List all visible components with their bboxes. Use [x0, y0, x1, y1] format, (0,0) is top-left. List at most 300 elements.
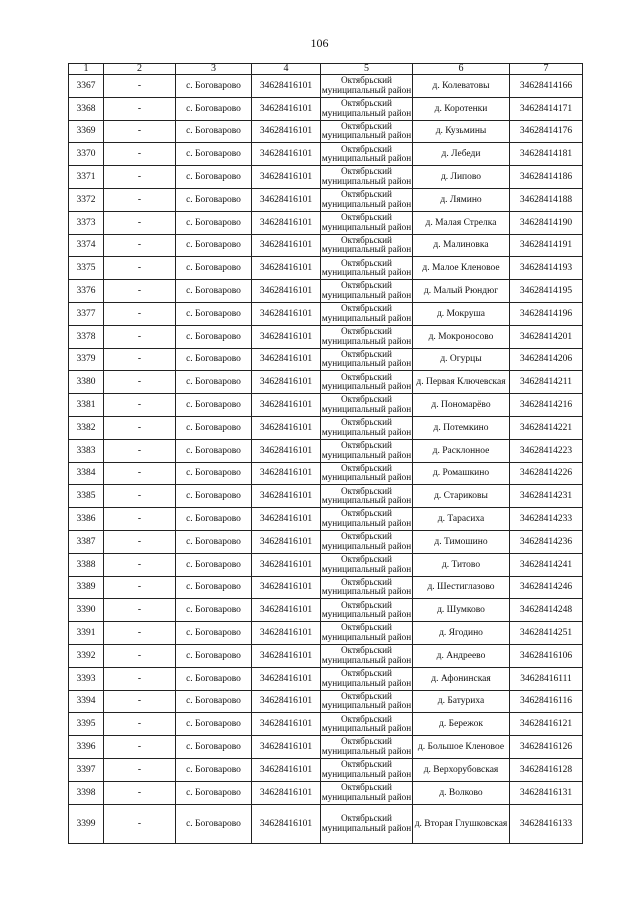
district-type-line: муниципальный район — [321, 791, 412, 802]
district-cell — [321, 302, 413, 325]
municipal-center-cell: с. Боговарово — [176, 622, 252, 645]
district-cell — [321, 188, 413, 211]
table-row — [69, 622, 583, 645]
blank-dash-cell: - — [104, 439, 176, 462]
settlement-name-cell: д. Кузьмины — [413, 120, 510, 143]
row-number-cell: 3370 — [69, 143, 104, 166]
settlement-name-cell: д. Афонинская — [413, 667, 510, 690]
municipal-center-cell: с. Боговарово — [176, 439, 252, 462]
blank-dash-cell: - — [104, 143, 176, 166]
district-type-line: муниципальный район — [321, 381, 412, 392]
settlement-name-cell: д. Батуриха — [413, 690, 510, 713]
blank-dash-cell: - — [104, 120, 176, 143]
table-row — [69, 211, 583, 234]
oktmo-code-cell: 34628416101 — [252, 97, 321, 120]
settlement-code-cell: 34628416121 — [510, 713, 583, 736]
municipal-center-cell: с. Боговарово — [176, 348, 252, 371]
table-row — [69, 530, 583, 553]
settlement-code-cell: 34628414176 — [510, 120, 583, 143]
district-cell — [321, 644, 413, 667]
municipal-center-cell: с. Боговарово — [176, 644, 252, 667]
district-cell — [321, 325, 413, 348]
district-type-line: муниципальный район — [321, 221, 412, 232]
district-name-line: Октябрьский — [341, 622, 392, 633]
municipal-center-cell: с. Боговарово — [176, 804, 252, 843]
district-type-line: муниципальный район — [321, 198, 412, 209]
district-name-line: Октябрьский — [341, 599, 392, 610]
row-number-cell: 3368 — [69, 97, 104, 120]
row-number-cell: 3392 — [69, 644, 104, 667]
district-type-line: муниципальный район — [321, 540, 412, 551]
municipal-center-cell: с. Боговарово — [176, 97, 252, 120]
row-number-cell: 3387 — [69, 530, 104, 553]
settlement-registry-table — [68, 63, 583, 844]
row-number-cell: 3390 — [69, 599, 104, 622]
district-cell — [321, 211, 413, 234]
table-row — [69, 302, 583, 325]
settlement-name-cell: д. Малиновка — [413, 234, 510, 257]
blank-dash-cell: - — [104, 97, 176, 120]
district-name-line: Октябрьский — [341, 554, 392, 565]
municipal-center-cell: с. Боговарово — [176, 257, 252, 280]
table-row — [69, 758, 583, 781]
row-number-cell: 3385 — [69, 485, 104, 508]
municipal-center-cell: с. Боговарово — [176, 166, 252, 189]
blank-dash-cell: - — [104, 485, 176, 508]
district-name-line: Октябрьский — [341, 417, 392, 428]
district-type-line: муниципальный район — [321, 358, 412, 369]
district-cell — [321, 97, 413, 120]
oktmo-code-cell: 34628416101 — [252, 348, 321, 371]
district-name-line: Октябрьский — [341, 812, 392, 823]
settlement-code-cell: 34628414221 — [510, 416, 583, 439]
settlement-name-cell: д. Малый Рюндюг — [413, 280, 510, 303]
table-row — [69, 553, 583, 576]
district-name-line: Октябрьский — [341, 166, 392, 177]
blank-dash-cell: - — [104, 804, 176, 843]
municipal-center-cell: с. Боговарово — [176, 234, 252, 257]
row-number-cell: 3384 — [69, 462, 104, 485]
district-name-line: Октябрьский — [341, 234, 392, 245]
district-name-line: Октябрьский — [341, 576, 392, 587]
row-number-cell: 3389 — [69, 576, 104, 599]
oktmo-code-cell: 34628416101 — [252, 713, 321, 736]
settlement-code-cell: 34628416116 — [510, 690, 583, 713]
settlement-name-cell: д. Тарасиха — [413, 508, 510, 531]
blank-dash-cell: - — [104, 188, 176, 211]
municipal-center-cell: с. Боговарово — [176, 394, 252, 417]
settlement-name-cell: д. Расклонное — [413, 439, 510, 462]
oktmo-code-cell: 34628416101 — [252, 188, 321, 211]
oktmo-code-cell: 34628416101 — [252, 622, 321, 645]
district-type-line: муниципальный район — [321, 700, 412, 711]
column-header: 3 — [176, 64, 252, 75]
district-name-line: Октябрьский — [341, 736, 392, 747]
district-name-line: Октябрьский — [341, 371, 392, 382]
settlement-name-cell: д. Бережок — [413, 713, 510, 736]
table-row — [69, 736, 583, 759]
page-number: 106 — [310, 36, 329, 50]
district-type-line: муниципальный район — [321, 130, 412, 141]
oktmo-code-cell: 34628416101 — [252, 166, 321, 189]
oktmo-code-cell: 34628416101 — [252, 416, 321, 439]
district-type-line: муниципальный район — [321, 586, 412, 597]
row-number-cell: 3376 — [69, 280, 104, 303]
municipal-center-cell: с. Боговарово — [176, 416, 252, 439]
blank-dash-cell: - — [104, 75, 176, 98]
settlement-code-cell: 34628414181 — [510, 143, 583, 166]
district-type-line: муниципальный район — [321, 723, 412, 734]
settlement-name-cell: д. Липово — [413, 166, 510, 189]
district-type-line: муниципальный район — [321, 632, 412, 643]
settlement-code-cell: 34628416128 — [510, 758, 583, 781]
district-cell — [321, 553, 413, 576]
district-type-line: муниципальный район — [321, 244, 412, 255]
municipal-center-cell: с. Боговарово — [176, 75, 252, 98]
oktmo-code-cell: 34628416101 — [252, 462, 321, 485]
municipal-center-cell: с. Боговарово — [176, 713, 252, 736]
column-header-row — [69, 64, 583, 75]
settlement-code-cell: 34628416133 — [510, 804, 583, 843]
oktmo-code-cell: 34628416101 — [252, 75, 321, 98]
table-row — [69, 576, 583, 599]
table-row — [69, 325, 583, 348]
district-cell — [321, 508, 413, 531]
blank-dash-cell: - — [104, 166, 176, 189]
district-type-line: муниципальный район — [321, 312, 412, 323]
district-type-line: муниципальный район — [321, 518, 412, 529]
oktmo-code-cell: 34628416101 — [252, 530, 321, 553]
district-cell — [321, 371, 413, 394]
blank-dash-cell: - — [104, 644, 176, 667]
district-name-line: Октябрьский — [341, 645, 392, 656]
settlement-code-cell: 34628414211 — [510, 371, 583, 394]
district-cell — [321, 348, 413, 371]
municipal-center-cell: с. Боговарово — [176, 325, 252, 348]
municipal-center-cell: с. Боговарово — [176, 302, 252, 325]
column-header: 1 — [69, 64, 104, 75]
municipal-center-cell: с. Боговарово — [176, 211, 252, 234]
row-number-cell: 3378 — [69, 325, 104, 348]
settlement-code-cell: 34628414216 — [510, 394, 583, 417]
table-row — [69, 188, 583, 211]
table-row — [69, 667, 583, 690]
district-cell — [321, 804, 413, 843]
settlement-code-cell: 34628414223 — [510, 439, 583, 462]
settlement-name-cell: д. Шестиглазово — [413, 576, 510, 599]
district-type-line: муниципальный район — [321, 290, 412, 301]
oktmo-code-cell: 34628416101 — [252, 736, 321, 759]
settlement-code-cell: 34628414188 — [510, 188, 583, 211]
row-number-cell: 3383 — [69, 439, 104, 462]
table-row — [69, 371, 583, 394]
oktmo-code-cell: 34628416101 — [252, 781, 321, 804]
table-row — [69, 394, 583, 417]
district-cell — [321, 485, 413, 508]
row-number-cell: 3367 — [69, 75, 104, 98]
table-row — [69, 234, 583, 257]
district-name-line: Октябрьский — [341, 668, 392, 679]
blank-dash-cell: - — [104, 348, 176, 371]
municipal-center-cell: с. Боговарово — [176, 781, 252, 804]
district-cell — [321, 690, 413, 713]
table-row — [69, 280, 583, 303]
district-cell — [321, 257, 413, 280]
municipal-center-cell: с. Боговарово — [176, 667, 252, 690]
blank-dash-cell: - — [104, 508, 176, 531]
settlement-name-cell: д. Малая Стрелка — [413, 211, 510, 234]
settlement-code-cell: 34628414171 — [510, 97, 583, 120]
table-row — [69, 599, 583, 622]
district-type-line: муниципальный район — [321, 822, 412, 833]
district-type-line: муниципальный район — [321, 654, 412, 665]
district-name-line: Октябрьский — [341, 280, 392, 291]
row-number-cell: 3369 — [69, 120, 104, 143]
row-number-cell: 3397 — [69, 758, 104, 781]
settlement-name-cell: д. Шумково — [413, 599, 510, 622]
settlement-code-cell: 34628414166 — [510, 75, 583, 98]
district-name-line: Октябрьский — [341, 98, 392, 109]
blank-dash-cell: - — [104, 736, 176, 759]
municipal-center-cell: с. Боговарово — [176, 508, 252, 531]
oktmo-code-cell: 34628416101 — [252, 257, 321, 280]
oktmo-code-cell: 34628416101 — [252, 120, 321, 143]
district-name-line: Октябрьский — [341, 690, 392, 701]
blank-dash-cell: - — [104, 622, 176, 645]
district-cell — [321, 576, 413, 599]
oktmo-code-cell: 34628416101 — [252, 439, 321, 462]
table-row — [69, 75, 583, 98]
district-cell — [321, 120, 413, 143]
row-number-cell: 3395 — [69, 713, 104, 736]
table-row — [69, 143, 583, 166]
district-cell — [321, 622, 413, 645]
oktmo-code-cell: 34628416101 — [252, 599, 321, 622]
row-number-cell: 3375 — [69, 257, 104, 280]
district-cell — [321, 416, 413, 439]
municipal-center-cell: с. Боговарово — [176, 758, 252, 781]
table-row — [69, 508, 583, 531]
district-cell — [321, 143, 413, 166]
district-type-line: муниципальный район — [321, 404, 412, 415]
municipal-center-cell: с. Боговарово — [176, 736, 252, 759]
row-number-cell: 3374 — [69, 234, 104, 257]
blank-dash-cell: - — [104, 576, 176, 599]
settlement-code-cell: 34628414195 — [510, 280, 583, 303]
district-cell — [321, 462, 413, 485]
row-number-cell: 3373 — [69, 211, 104, 234]
blank-dash-cell: - — [104, 530, 176, 553]
settlement-name-cell: д. Титово — [413, 553, 510, 576]
municipal-center-cell: с. Боговарово — [176, 530, 252, 553]
oktmo-code-cell: 34628416101 — [252, 302, 321, 325]
oktmo-code-cell: 34628416101 — [252, 234, 321, 257]
blank-dash-cell: - — [104, 234, 176, 257]
district-type-line: муниципальный район — [321, 426, 412, 437]
oktmo-code-cell: 34628416101 — [252, 758, 321, 781]
settlement-name-cell: д. Мокроносово — [413, 325, 510, 348]
row-number-cell: 3372 — [69, 188, 104, 211]
district-name-line: Октябрьский — [341, 485, 392, 496]
oktmo-code-cell: 34628416101 — [252, 485, 321, 508]
municipal-center-cell: с. Боговарово — [176, 576, 252, 599]
table-row — [69, 439, 583, 462]
municipal-center-cell: с. Боговарово — [176, 188, 252, 211]
row-number-cell: 3371 — [69, 166, 104, 189]
table-row — [69, 644, 583, 667]
district-type-line: муниципальный район — [321, 267, 412, 278]
table-row — [69, 416, 583, 439]
oktmo-code-cell: 34628416101 — [252, 553, 321, 576]
row-number-cell: 3386 — [69, 508, 104, 531]
district-type-line: муниципальный район — [321, 677, 412, 688]
district-cell — [321, 234, 413, 257]
table-row — [69, 257, 583, 280]
table-row — [69, 462, 583, 485]
settlement-name-cell: д. Большое Кленовое — [413, 736, 510, 759]
settlement-name-cell: д. Верхорубовская — [413, 758, 510, 781]
settlement-code-cell: 34628414248 — [510, 599, 583, 622]
district-type-line: муниципальный район — [321, 746, 412, 756]
table-row — [69, 690, 583, 713]
district-cell — [321, 166, 413, 189]
row-number-cell: 3379 — [69, 348, 104, 371]
district-name-line: Октябрьский — [341, 531, 392, 542]
settlement-code-cell: 34628414231 — [510, 485, 583, 508]
district-cell — [321, 667, 413, 690]
district-name-line: Октябрьский — [341, 326, 392, 337]
settlement-code-cell: 34628416126 — [510, 736, 583, 759]
settlement-code-cell: 34628414233 — [510, 508, 583, 531]
table-row — [69, 348, 583, 371]
municipal-center-cell: с. Боговарово — [176, 143, 252, 166]
district-type-line: муниципальный район — [321, 176, 412, 187]
blank-dash-cell: - — [104, 462, 176, 485]
table-body — [69, 75, 583, 844]
column-header: 2 — [104, 64, 176, 75]
table-row — [69, 781, 583, 804]
oktmo-code-cell: 34628416101 — [252, 325, 321, 348]
settlement-name-cell: д. Колеватовы — [413, 75, 510, 98]
settlement-code-cell: 34628414186 — [510, 166, 583, 189]
municipal-center-cell: с. Боговарово — [176, 690, 252, 713]
oktmo-code-cell: 34628416101 — [252, 371, 321, 394]
settlement-code-cell: 34628414190 — [510, 211, 583, 234]
settlement-name-cell: д. Потемкино — [413, 416, 510, 439]
oktmo-code-cell: 34628416101 — [252, 394, 321, 417]
blank-dash-cell: - — [104, 280, 176, 303]
blank-dash-cell: - — [104, 781, 176, 804]
settlement-name-cell: д. Волково — [413, 781, 510, 804]
oktmo-code-cell: 34628416101 — [252, 644, 321, 667]
district-name-line: Октябрьский — [341, 120, 392, 131]
district-type-line: муниципальный район — [321, 609, 412, 620]
column-header: 6 — [413, 64, 510, 75]
settlement-code-cell: 34628414191 — [510, 234, 583, 257]
district-name-line: Октябрьский — [341, 394, 392, 405]
district-name-line: Октябрьский — [341, 440, 392, 451]
row-number-cell: 3381 — [69, 394, 104, 417]
oktmo-code-cell: 34628416101 — [252, 667, 321, 690]
settlement-name-cell: д. Стариковы — [413, 485, 510, 508]
municipal-center-cell: с. Боговарово — [176, 280, 252, 303]
district-name-line: Октябрьский — [341, 257, 392, 268]
settlement-name-cell: д. Огурцы — [413, 348, 510, 371]
settlement-name-cell: д. Тимошино — [413, 530, 510, 553]
district-type-line: муниципальный район — [321, 472, 412, 483]
district-name-line: Октябрьский — [341, 462, 392, 473]
district-cell — [321, 280, 413, 303]
blank-dash-cell: - — [104, 690, 176, 713]
blank-dash-cell: - — [104, 257, 176, 280]
district-cell — [321, 758, 413, 781]
municipal-center-cell: с. Боговарово — [176, 553, 252, 576]
row-number-cell: 3380 — [69, 371, 104, 394]
district-cell — [321, 736, 413, 759]
district-name-line: Октябрьский — [341, 75, 392, 86]
oktmo-code-cell: 34628416101 — [252, 143, 321, 166]
municipal-center-cell: с. Боговарово — [176, 371, 252, 394]
settlement-code-cell: 34628414193 — [510, 257, 583, 280]
row-number-cell: 3391 — [69, 622, 104, 645]
blank-dash-cell: - — [104, 211, 176, 234]
blank-dash-cell: - — [104, 325, 176, 348]
row-number-cell: 3399 — [69, 804, 104, 843]
settlement-code-cell: 34628414246 — [510, 576, 583, 599]
district-type-line: муниципальный район — [321, 563, 412, 574]
oktmo-code-cell: 34628416101 — [252, 211, 321, 234]
row-number-cell: 3396 — [69, 736, 104, 759]
district-name-line: Октябрьский — [341, 212, 392, 223]
row-number-cell: 3382 — [69, 416, 104, 439]
district-type-line: муниципальный район — [321, 335, 412, 346]
column-header: 4 — [252, 64, 321, 75]
settlement-code-cell: 34628416131 — [510, 781, 583, 804]
settlement-code-cell: 34628414236 — [510, 530, 583, 553]
municipal-center-cell: с. Боговарово — [176, 599, 252, 622]
settlement-code-cell: 34628416111 — [510, 667, 583, 690]
district-name-line: Октябрьский — [341, 189, 392, 200]
blank-dash-cell: - — [104, 713, 176, 736]
oktmo-code-cell: 34628416101 — [252, 280, 321, 303]
district-type-line: муниципальный район — [321, 107, 412, 118]
blank-dash-cell: - — [104, 667, 176, 690]
oktmo-code-cell: 34628416101 — [252, 690, 321, 713]
district-type-line: муниципальный район — [321, 84, 412, 95]
blank-dash-cell: - — [104, 553, 176, 576]
blank-dash-cell: - — [104, 599, 176, 622]
blank-dash-cell: - — [104, 371, 176, 394]
municipal-center-cell: с. Боговарово — [176, 120, 252, 143]
district-cell — [321, 394, 413, 417]
municipal-center-cell: с. Боговарово — [176, 462, 252, 485]
settlement-name-cell: д. Пономарёво — [413, 394, 510, 417]
table-row — [69, 485, 583, 508]
settlement-code-cell: 34628414251 — [510, 622, 583, 645]
row-number-cell: 3394 — [69, 690, 104, 713]
district-name-line: Октябрьский — [341, 303, 392, 314]
district-cell — [321, 781, 413, 804]
settlement-name-cell: д. Ягодино — [413, 622, 510, 645]
district-type-line: муниципальный район — [321, 768, 412, 779]
settlement-code-cell: 34628416106 — [510, 644, 583, 667]
table-row — [69, 97, 583, 120]
settlement-code-cell: 34628414196 — [510, 302, 583, 325]
column-header: 7 — [510, 64, 583, 75]
district-name-line: Октябрьский — [341, 713, 392, 724]
settlement-name-cell: д. Вторая Глушковская — [413, 804, 510, 843]
oktmo-code-cell: 34628416101 — [252, 804, 321, 843]
